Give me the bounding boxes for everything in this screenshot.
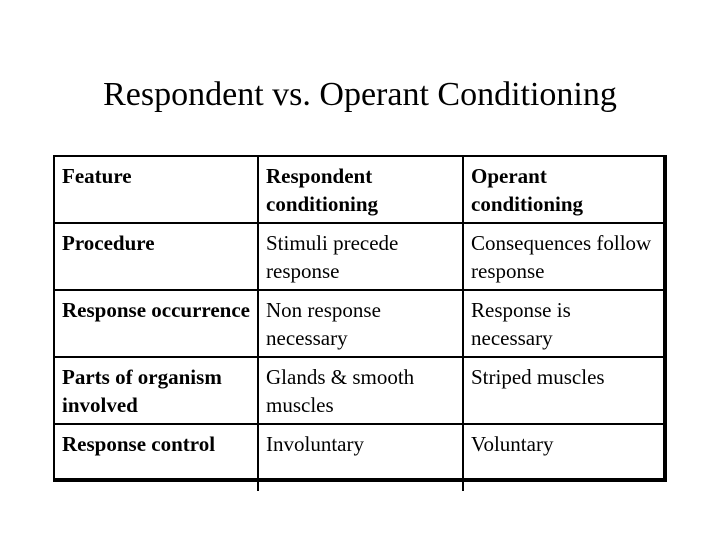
header-cell-feature: Feature (62, 164, 132, 188)
table-row (55, 223, 663, 290)
table-cell: Voluntary (463, 424, 663, 491)
table-row (55, 357, 663, 424)
table-cell: Striped muscles (463, 357, 663, 424)
slide-title: Respondent vs. Operant Conditioning (103, 76, 617, 113)
table-cell: Consequences follow response (463, 223, 663, 290)
table-cell: Glands & smooth muscles (258, 357, 463, 424)
comparison-table (53, 155, 667, 482)
row-label-procedure: Procedure (55, 223, 258, 290)
row-label-response-occurrence: Response occurrence (55, 290, 258, 357)
header-cell-respondent: Respondent conditioning (258, 157, 463, 223)
table-header-row (55, 157, 663, 223)
table-cell: Involuntary (258, 424, 463, 491)
table-cell: Stimuli precede response (258, 223, 463, 290)
header-cell-operant: Operant conditioning (463, 157, 663, 223)
table-cell: Response is necessary (463, 290, 663, 357)
table-cell: Non response necessary (258, 290, 463, 357)
row-label-parts-of-organism: Parts of organism involved (55, 357, 258, 424)
table-row (55, 290, 663, 357)
row-label-response-control: Response control (55, 424, 258, 491)
table-row (55, 424, 663, 491)
